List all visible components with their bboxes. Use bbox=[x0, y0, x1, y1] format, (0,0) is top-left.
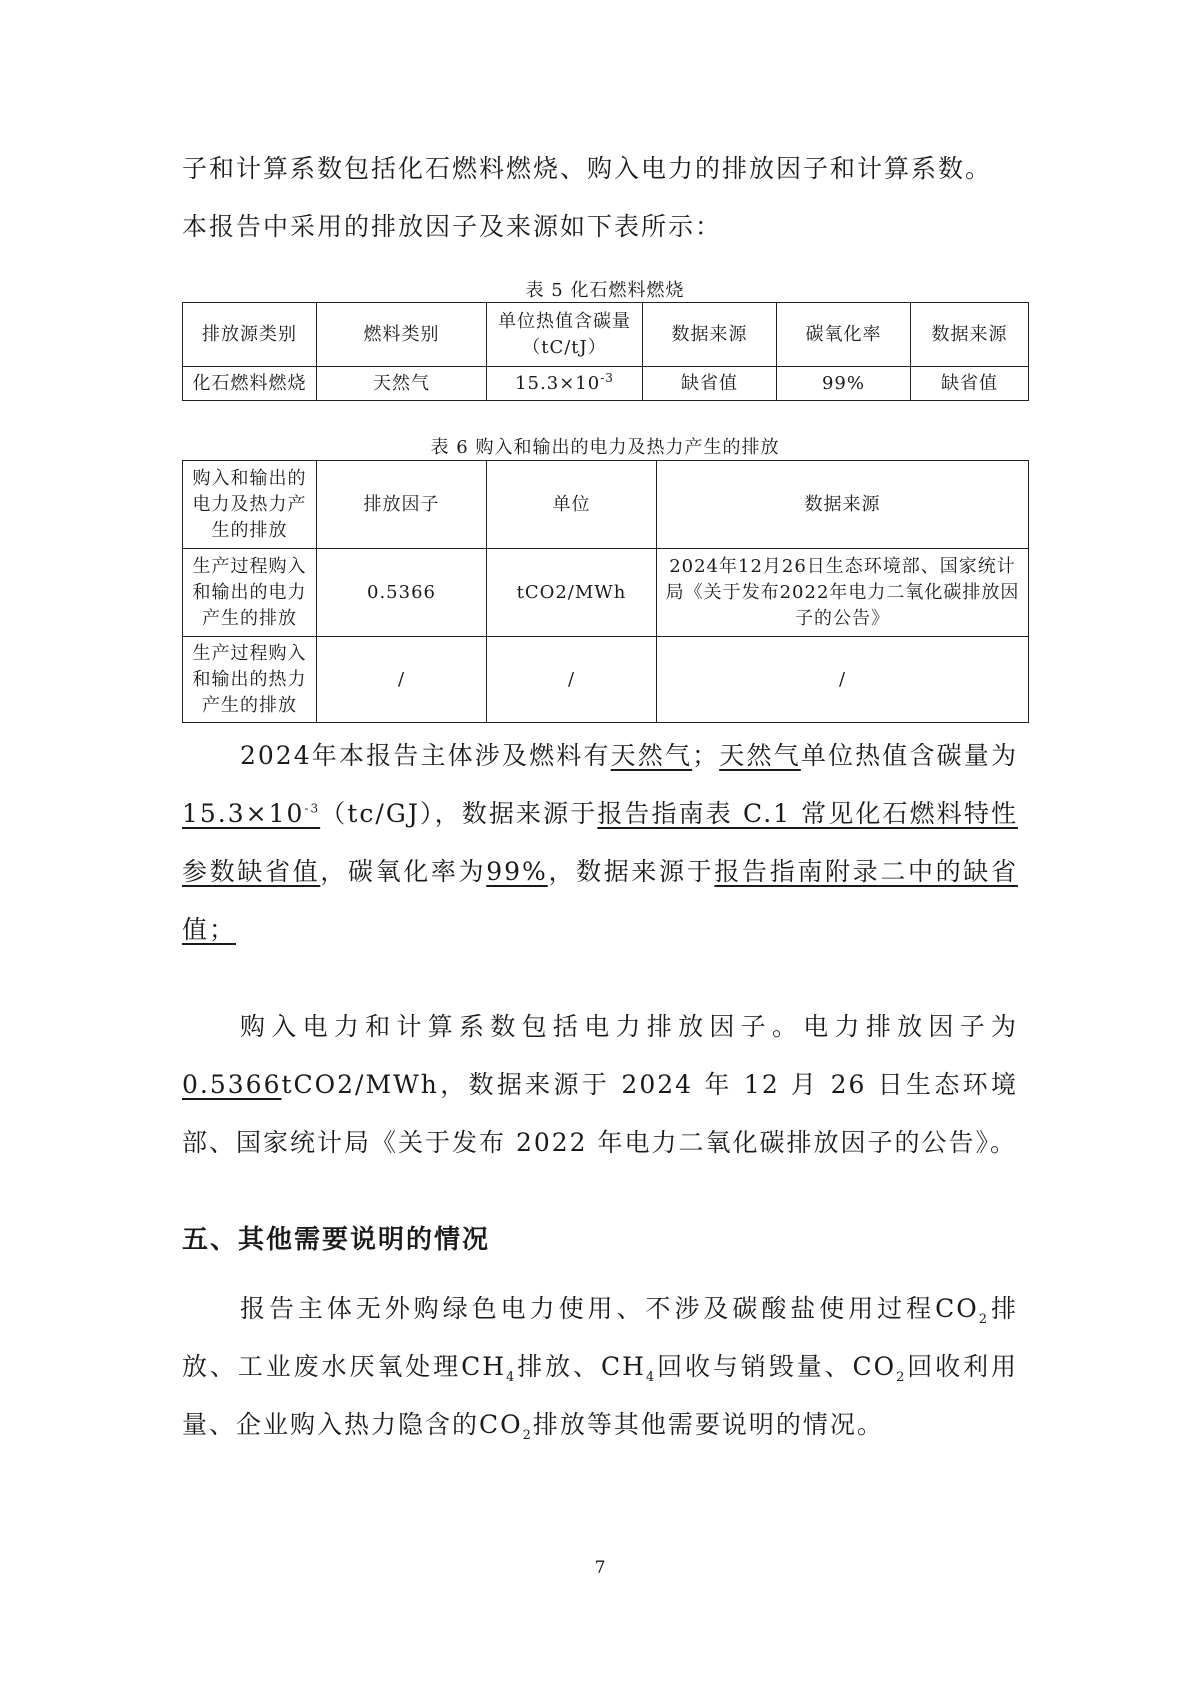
table5-cell-fuel: 天然气 bbox=[317, 367, 487, 401]
text: ，数据来源于 bbox=[547, 857, 715, 886]
table6-header-cell: 购入和输出的电力及热力产生的排放 bbox=[183, 461, 317, 549]
text: 排放等其他需要说明的情况。 bbox=[532, 1410, 884, 1439]
subscript: 4 bbox=[645, 1370, 657, 1385]
page-number: 7 bbox=[594, 1558, 606, 1578]
table5-cell-oxidation: 99% bbox=[777, 367, 911, 401]
table5-data-row bbox=[183, 367, 1029, 401]
text: 单位热值含碳量为 bbox=[800, 741, 1018, 770]
table5-header-cell: 碳氧化率 bbox=[777, 303, 911, 367]
table6-header-cell: 单位 bbox=[487, 461, 657, 549]
table5 bbox=[182, 302, 1029, 401]
text: 购入电力和计算系数包括电力排放因子。电力排放因子为 bbox=[240, 1012, 1018, 1041]
table6 bbox=[182, 460, 1029, 723]
table6-header-row bbox=[183, 461, 1029, 549]
table6-header-cell: 排放因子 bbox=[317, 461, 487, 549]
text: ，碳氧化率为 bbox=[320, 857, 487, 886]
text: 回收与销毁量、CO bbox=[656, 1352, 897, 1381]
intro-line-2: 本报告中采用的排放因子及来源如下表所示： bbox=[182, 212, 723, 241]
table5-cell-data-source: 缺省值 bbox=[643, 367, 777, 401]
subscript: 4 bbox=[506, 1370, 517, 1385]
table6-cell-source: / bbox=[657, 637, 1029, 723]
table-row bbox=[183, 549, 1029, 637]
intro-line-1: 子和计算系数包括化石燃料燃烧、购入电力的排放因子和计算系数。 bbox=[182, 154, 993, 183]
table5-header-row bbox=[183, 303, 1029, 367]
underlined-value bbox=[182, 799, 320, 828]
carbon-exponent: -3 bbox=[600, 370, 614, 385]
table5-cell-source: 化石燃料燃烧 bbox=[183, 367, 317, 401]
text: 回收利用量、企业购入热力隐含的CO bbox=[182, 1352, 1018, 1439]
table6-cell-source: 2024年12月26日生态环境部、国家统计局《关于发布2022年电力二氧化碳排放因子的公告》 bbox=[657, 549, 1029, 637]
underlined-text: 报告指南附录二中的缺省值； bbox=[182, 857, 1018, 944]
table-row bbox=[183, 637, 1029, 723]
text: 排放、CH bbox=[516, 1352, 646, 1381]
underlined-value: 0.5366 bbox=[182, 1070, 282, 1099]
other-notes-paragraph bbox=[182, 1280, 1018, 1454]
table5-header-cell: 数据来源 bbox=[911, 303, 1029, 367]
table6-cell-unit: tCO2/MWh bbox=[487, 549, 657, 637]
fuel-paragraph bbox=[182, 727, 1018, 959]
text: （tc/GJ），数据来源于 bbox=[320, 799, 598, 828]
text: 排放、工业废水厌氧处理CH bbox=[182, 1294, 1018, 1381]
subscript: 2 bbox=[522, 1428, 533, 1443]
underlined-text: 天然气 bbox=[719, 741, 801, 770]
table6-cell-unit: / bbox=[487, 637, 657, 723]
table5-caption: 表 5 化石燃料燃烧 bbox=[525, 280, 685, 301]
text: tCO2/MWh，数据来源于 2024 年 12 月 26 日生态环境部、国家统计局《关于发布 2022 年电力二氧化碳排放因子的公告》。 bbox=[182, 1070, 1018, 1157]
carbon-exponent: -3 bbox=[304, 801, 321, 816]
table6-cell-name: 生产过程购入和输出的电力产生的排放 bbox=[183, 549, 317, 637]
intro-paragraph bbox=[182, 140, 1018, 256]
table6-header-cell: 数据来源 bbox=[657, 461, 1029, 549]
table6-cell-factor: / bbox=[317, 637, 487, 723]
text: 报告主体无外购绿色电力使用、不涉及碳酸盐使用过程CO bbox=[240, 1294, 979, 1323]
text: ； bbox=[692, 741, 720, 770]
carbon-base: 15.3×10 bbox=[515, 372, 601, 394]
subscript: 2 bbox=[896, 1370, 907, 1385]
table5-cell-data-source: 缺省值 bbox=[911, 367, 1029, 401]
table5-cell-carbon bbox=[487, 367, 643, 401]
section-heading: 五、其他需要说明的情况 bbox=[182, 1225, 491, 1255]
table5-header-cell: 燃料类别 bbox=[317, 303, 487, 367]
table6-cell-name: 生产过程购入和输出的热力产生的排放 bbox=[183, 637, 317, 723]
table6-caption: 表 6 购入和输出的电力及热力产生的排放 bbox=[430, 437, 780, 458]
electricity-paragraph bbox=[182, 998, 1018, 1172]
underlined-text: 天然气 bbox=[610, 741, 693, 770]
carbon-base: 15.3×10 bbox=[182, 799, 305, 828]
underlined-text: 99% bbox=[486, 857, 548, 886]
table5-header-cell: 数据来源 bbox=[643, 303, 777, 367]
table5-header-cell: 单位热值含碳量（tC/tJ） bbox=[487, 303, 643, 367]
table5-header-cell: 排放源类别 bbox=[183, 303, 317, 367]
subscript: 2 bbox=[978, 1312, 990, 1327]
text: 2024年本报告主体涉及燃料有 bbox=[240, 741, 611, 770]
table6-cell-factor: 0.5366 bbox=[317, 549, 487, 637]
underlined-text: 报告指南表 C.1 常见化石燃料特性参数缺省值 bbox=[182, 799, 1018, 886]
